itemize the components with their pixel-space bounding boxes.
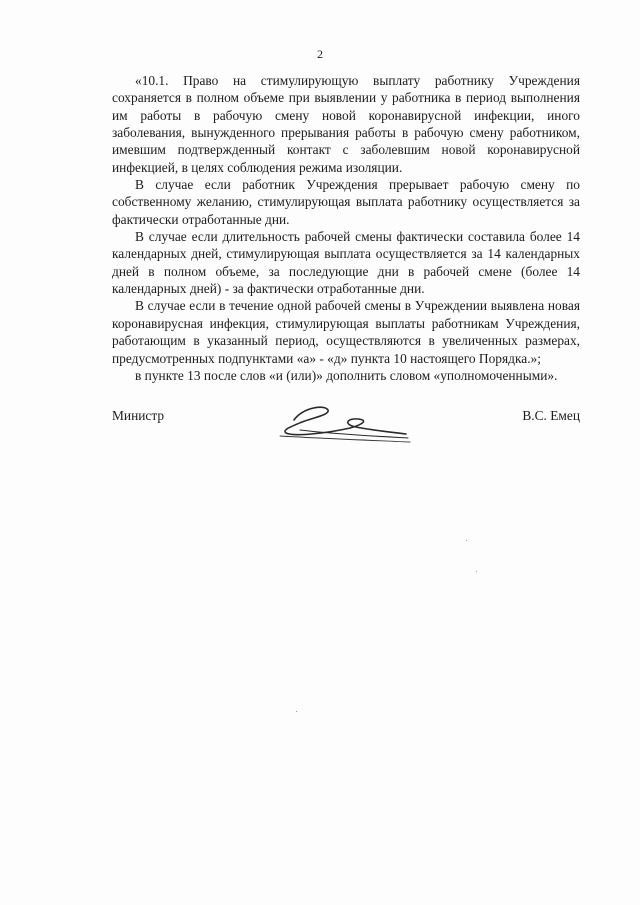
paragraph-voluntary-interruption: В случае если работник Учреждения прерывает рабочую смену по собственному желанию, стимулирующая выплата работнику осуществляется за фактически отработанные дни.	[112, 177, 580, 227]
paragraph-infection-detected: В случае если в течение одной рабочей смены в Учреждении выявлена новая коронавирусная инфекция, стимулирующая выплаты работникам Учреждения, работающим в указанный период, осуществляются в увеличенных размерах, предусмотренных подпунктами «а» - «д» пункта 10 настоящего Порядка.»;	[112, 298, 580, 366]
paragraph-shift-duration: В случае если длительность рабочей смены фактически составила более 14 календарных дней, стимулирующая выплата осуществляется за 14 календарных дней в полном объеме, за последующие дни в рабочей смене (более 14 календарных дней) - за фактически отработанные дни.	[112, 229, 580, 297]
handwritten-signature	[272, 400, 412, 448]
paragraph-item-13-amendment: в пункте 13 после слов «и (или)» дополнить словом «уполномоченными».	[135, 367, 558, 383]
document-body	[112, 72, 580, 384]
scan-speck	[466, 540, 467, 541]
scan-speck	[476, 571, 477, 572]
page-number: 2	[317, 47, 323, 61]
scan-speck	[296, 711, 297, 712]
signatory-title: Министр	[112, 408, 165, 423]
signatory-name: В.С. Емец	[522, 408, 580, 423]
signature-block	[112, 404, 580, 454]
paragraph-10-1: «10.1. Право на стимулирующую выплату работнику Учреждения сохраняется в полном объеме при выявлении у работника в период выполнения им работы в рабочую смену новой коронавирусной инфекции, иного заболевания, вынужденного прерывания работы в рабочую смену работником, имевшим подтвержденный контакт с заболевшим новой коронавирусной инфекцией, в целях соблюдения режима изоляции.	[112, 73, 580, 175]
